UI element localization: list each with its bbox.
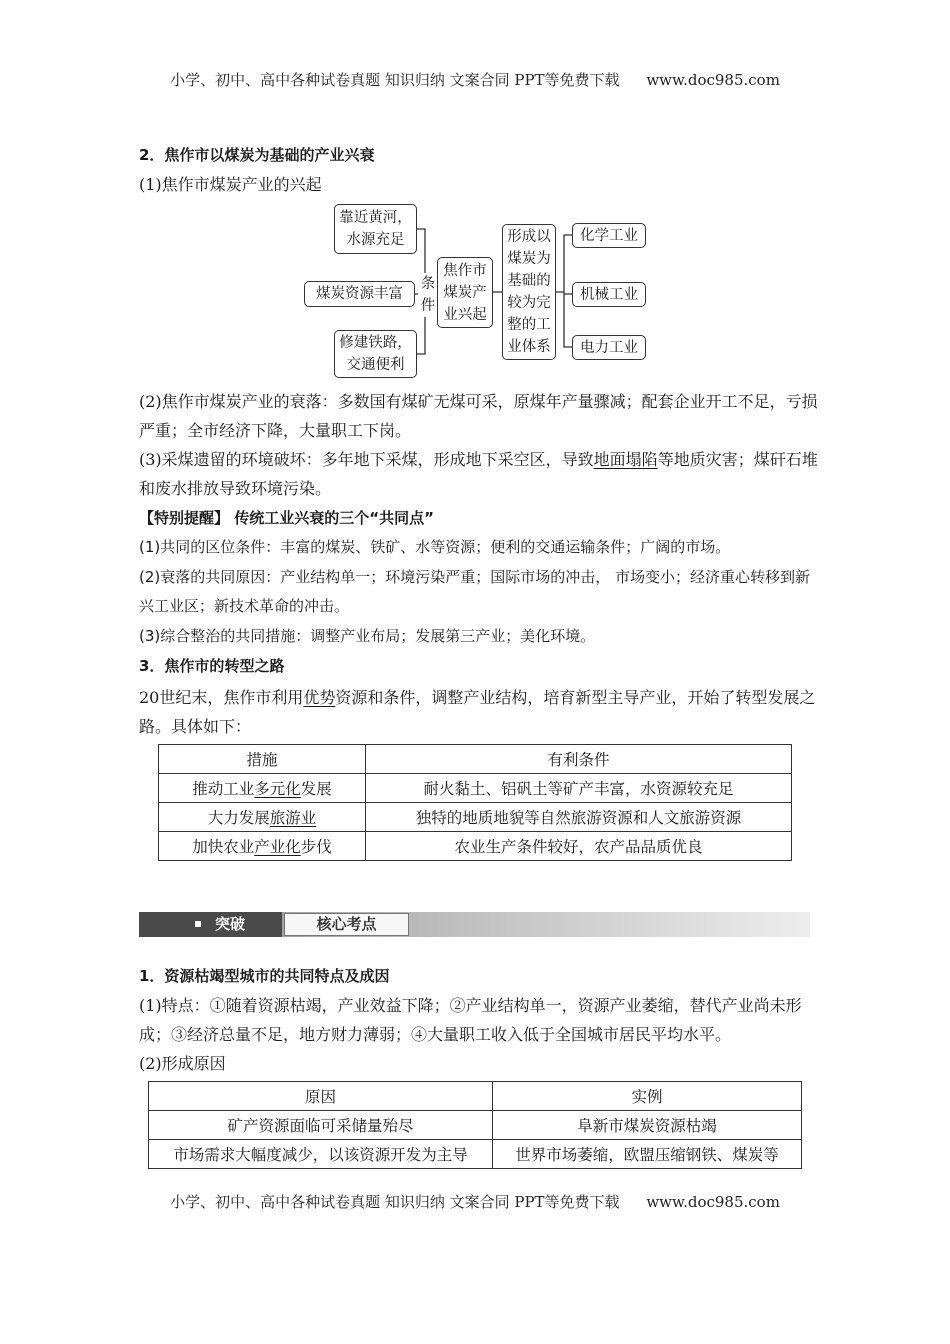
table-cell bbox=[159, 803, 366, 832]
section2-sub2: (2)焦作市煤炭产业的衰落：多数国有煤矿无煤可采，原煤年产量骤减；配套企业开工不足，亏损严重；全市经济下降，大量职工下岗。 bbox=[139, 392, 818, 440]
tip-p2: (2)衰落的共同原因：产业结构单一；环境污染严重；国际市场的冲击， 市场变小；经济重心转移到新兴工业区；新技术革命的冲击。 bbox=[139, 568, 811, 615]
measures-table bbox=[158, 744, 792, 861]
cond1-line1: 靠近黄河， bbox=[339, 210, 412, 226]
measure-underlined: 多元化 bbox=[254, 780, 301, 798]
center-box bbox=[437, 257, 493, 328]
table-row bbox=[159, 832, 792, 861]
sys-1: 形成以 bbox=[507, 229, 551, 245]
section2-heading: 2．焦作市以煤炭为基础的产业兴衰 bbox=[139, 146, 375, 164]
table-row bbox=[149, 1111, 802, 1140]
cond3-line2: 交通便利 bbox=[346, 357, 405, 373]
tip-p1: (1)共同的区位条件：丰富的煤炭、铁矿、水等资源；便利的交通运输条件；广阔的市场。 bbox=[139, 538, 731, 556]
ind1-label: 化学工业 bbox=[580, 227, 638, 244]
tip-p3: (3)综合整治的共同措施：调整产业布局；发展第三产业；美化环境。 bbox=[139, 627, 596, 645]
cond3-line1: 修建铁路， bbox=[339, 335, 412, 351]
table-row bbox=[159, 803, 792, 832]
table-row bbox=[159, 774, 792, 803]
banner-right-label: 核心考点 bbox=[284, 913, 409, 936]
measure-text: 步伐 bbox=[300, 838, 332, 856]
condition-coal-box bbox=[304, 281, 415, 307]
sub3-underlined: 地面塌陷 bbox=[593, 450, 658, 469]
center-1: 焦作市 bbox=[443, 262, 487, 279]
tip-title-a: 【特别提醒】 bbox=[139, 509, 230, 527]
conditions-label bbox=[418, 273, 438, 317]
table-header-cell: 实例 bbox=[493, 1082, 802, 1111]
para-a: 20世纪末，焦作市利用 bbox=[139, 688, 304, 707]
para-underlined: 优势 bbox=[303, 688, 336, 707]
table-cell: 世界市场萎缩，欧盟压缩钢铁、煤炭等 bbox=[493, 1140, 802, 1169]
table-cell: 耐火黏土、铝矾土等矿产丰富，水资源较充足 bbox=[366, 774, 792, 803]
power-industry-box bbox=[572, 335, 646, 360]
header-text: 小学、初中、高中各种试卷真题 知识归纳 文案合同 PPT等免费下载 bbox=[170, 71, 620, 89]
footer-url[interactable]: www.doc985.com bbox=[646, 1193, 780, 1211]
measure-text: 加快农业 bbox=[192, 838, 255, 856]
sys-6: 业体系 bbox=[507, 339, 551, 355]
cond1-line2: 水源充足 bbox=[346, 232, 405, 248]
center-2: 煤炭产 bbox=[443, 284, 487, 301]
section3-para bbox=[139, 683, 819, 741]
sys-3: 基础的 bbox=[507, 273, 551, 289]
banner-left-label: 突破 bbox=[215, 915, 246, 933]
header-url[interactable]: www.doc985.com bbox=[646, 71, 780, 89]
table-cell bbox=[159, 774, 366, 803]
measure-underlined: 产业化 bbox=[254, 838, 301, 856]
sys-2: 煤炭为 bbox=[507, 251, 551, 267]
table-header-row bbox=[149, 1082, 802, 1111]
tip-title-b: 传统工业兴衰的三个“共同点” bbox=[229, 509, 434, 527]
sys-5: 整的工 bbox=[507, 317, 551, 333]
industry-system-box bbox=[502, 224, 556, 360]
sub3-b: 等地质灾害；煤矸石堆和废水排放导致环境污染。 bbox=[139, 450, 818, 498]
table-header-cell: 措施 bbox=[159, 745, 366, 774]
square-bullet-icon bbox=[195, 921, 201, 927]
ind3-label: 电力工业 bbox=[580, 339, 638, 356]
tiaojian-1: 条 bbox=[420, 276, 436, 292]
banner-left bbox=[139, 912, 282, 937]
table-cell: 阜新市煤炭资源枯竭 bbox=[493, 1111, 802, 1140]
table-header-row bbox=[159, 745, 792, 774]
core-causes-title: (2)形成原因 bbox=[139, 1054, 226, 1073]
para-b: 资源和条件，调整产业结构，培育新型主导产业，开始了转型发展之路。具体如下： bbox=[139, 688, 816, 736]
measure-text: 推动工业 bbox=[192, 780, 255, 798]
tip-title bbox=[139, 503, 819, 533]
table-cell: 市场需求大幅度减少，以该资源开发为主导 bbox=[149, 1140, 493, 1169]
condition-water-box bbox=[334, 204, 417, 254]
table-cell: 农业生产条件较好，农产品品质优良 bbox=[366, 832, 792, 861]
footer-text: 小学、初中、高中各种试卷真题 知识归纳 文案合同 PPT等免费下载 bbox=[170, 1193, 620, 1211]
ind2-label: 机械工业 bbox=[580, 286, 638, 303]
measure-underlined: 旅游业 bbox=[269, 809, 317, 827]
measure-text: 发展 bbox=[300, 780, 332, 798]
table-row bbox=[149, 1140, 802, 1169]
section3-heading: 3．焦作市的转型之路 bbox=[139, 657, 285, 675]
core-heading: 1．资源枯竭型城市的共同特点及成因 bbox=[139, 967, 390, 985]
condition-rail-box bbox=[334, 330, 417, 378]
machinery-industry-box bbox=[572, 282, 646, 307]
core-features: (1)特点：①随着资源枯竭，产业效益下降；②产业结构单一，资源产业萎缩，替代产业尚未形成；③经济总量不足，地方财力薄弱；④大量职工收入低于全国城市居民平均水平。 bbox=[139, 996, 802, 1044]
table-cell: 独特的地质地貌等自然旅游资源和人文旅游资源 bbox=[366, 803, 792, 832]
center-3: 业兴起 bbox=[443, 306, 487, 323]
tiaojian-2: 件 bbox=[420, 298, 436, 314]
table-cell bbox=[159, 832, 366, 861]
section2-sub1: (1)焦作市煤炭产业的兴起 bbox=[139, 175, 322, 194]
page-footer bbox=[0, 1191, 950, 1212]
sys-4: 较为完 bbox=[507, 295, 551, 311]
causes-table bbox=[148, 1081, 802, 1169]
sub3-a: (3)采煤遗留的环境破坏：多年地下采煤，形成地下采空区，导致 bbox=[139, 450, 594, 469]
cond2-label: 煤炭资源丰富 bbox=[316, 286, 403, 302]
table-header-cell: 原因 bbox=[149, 1082, 493, 1111]
table-header-cell: 有利条件 bbox=[366, 745, 792, 774]
table-cell: 矿产资源面临可采储量殆尽 bbox=[149, 1111, 493, 1140]
section2-sub3 bbox=[139, 445, 819, 503]
chemical-industry-box bbox=[572, 223, 646, 248]
diagram-connectors bbox=[0, 0, 950, 400]
measure-text: 大力发展 bbox=[207, 809, 270, 827]
